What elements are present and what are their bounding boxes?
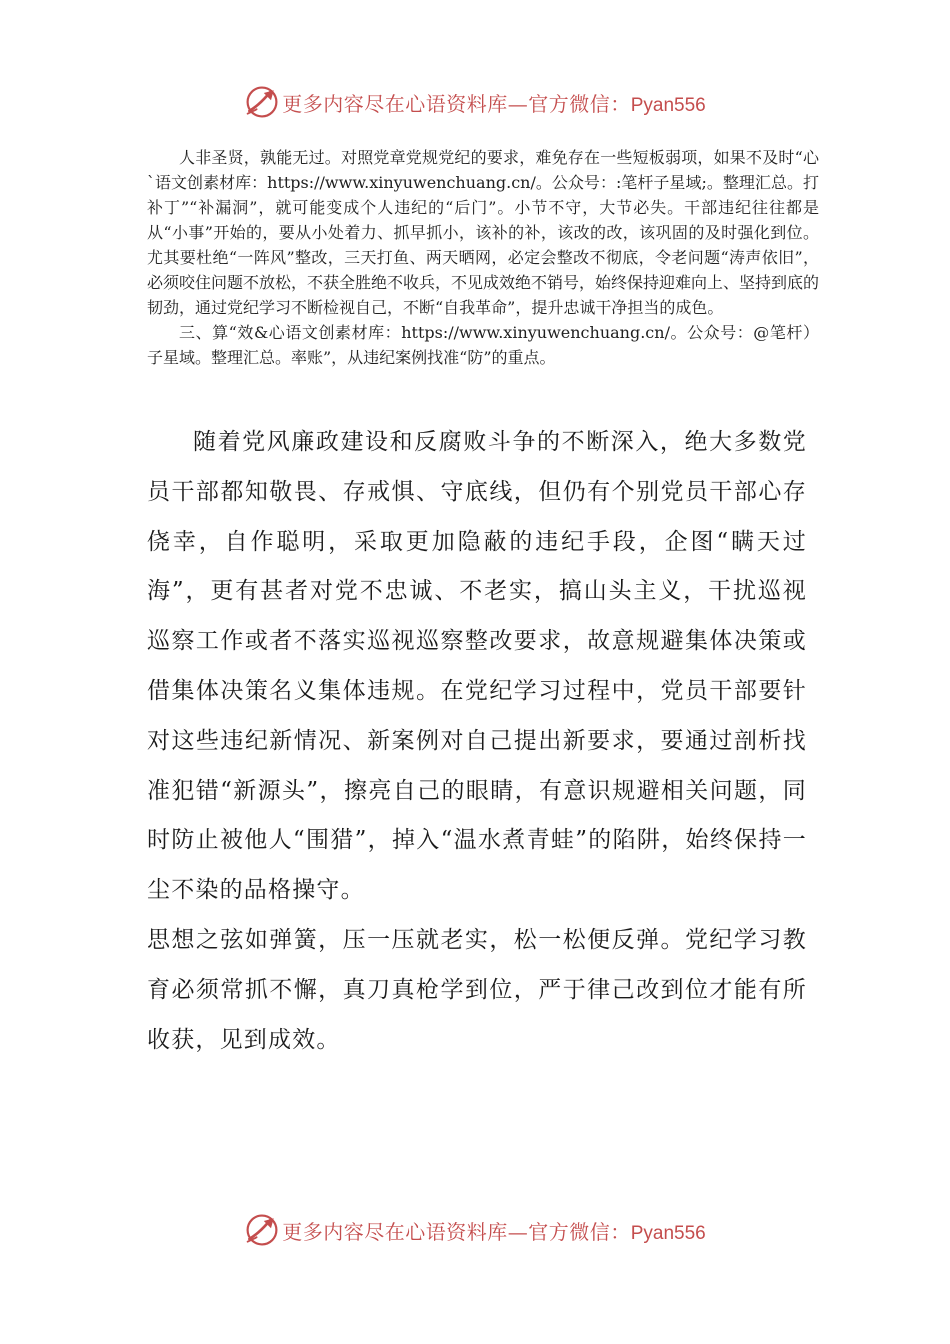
pen-nib-logo-icon [244,84,280,120]
banner-text [282,88,706,117]
banner-prefix: 更多内容尽在心语资料库—官方微信： [282,91,631,116]
main-paragraph-2: 思想之弦如弹簧，压一压就老实，松一松便反弹。党纪学习教育必须常抓不懈，真刀真枪学到位，严于律己改到位才能有所收获，见到成效。 [147,926,807,1053]
main-paragraph-1: 随着党风廉政建设和反腐败斗争的不断深入，绝大多数党员干部都知敬畏、存戒惧、守底线，但仍有个别党员干部心存侥幸，自作聪明，采取更加隐蔽的违纪手段，企图“瞒天过海”，更有甚者对党不忠诚、不老实，搞山头主义，干扰巡视巡察工作或者不落实巡视巡察整改要求，故意规避集体决策或借集体决策名义集体违规。在党纪学习过程中，党员干部要针对这些违纪新情况、新案例对自己提出新要求，要通过剖析找准犯错“新源头”，擦亮自己的眼睛，有意识规避相关问题，同时防止被他人“围猎”，掉入“温水煮青蛙”的陷阱，始终保持一尘不染的品格操守。 [147,429,807,904]
small-paragraph-2: 三、算“效&心语文创素材库：https://www.xinyuwenchuang.cn/。公众号：@笔杆）子星域。整理汇总。率账”，从违纪案例找准“防”的重点。 [147,323,819,367]
banner-text [282,1216,706,1245]
main-text-section [147,418,807,1065]
banner-prefix: 更多内容尽在心语资料库—官方微信： [282,1219,631,1244]
small-paragraph-1: 人非圣贤，孰能无过。对照党章党规党纪的要求，难免存在一些短板弱项，如果不及时“心`语文创素材库：https://www.xinyuwenchuang.cn/。公众号：:笔杆子星域;。整理汇总。打补丁”“补漏洞”，就可能变成个人违纪的“后门”。小节不守，大节必失。干部违纪往往都是从“小事”开始的，要从小处着力、抓早抓小，该补的补，该改的改，该巩固的及时强化到位。尤其要杜绝“一阵风”整改，三天打鱼、两天晒网，必定会整改不彻底，令老问题“涛声依旧”，必须咬住问题不放松，不获全胜绝不收兵，不见成效绝不销号，始终保持迎难向上、坚持到底的韧劲，通过党纪学习不断检视自己，不断“自我革命”，提升忠诚干净担当的成色。 [147,148,820,317]
pen-nib-logo-icon [244,1212,280,1248]
header-banner [0,82,950,122]
banner-wechat-id: Pyan556 [630,1222,706,1244]
small-text-section [147,145,819,370]
footer-banner [0,1210,950,1250]
banner-wechat-id: Pyan556 [630,94,706,116]
